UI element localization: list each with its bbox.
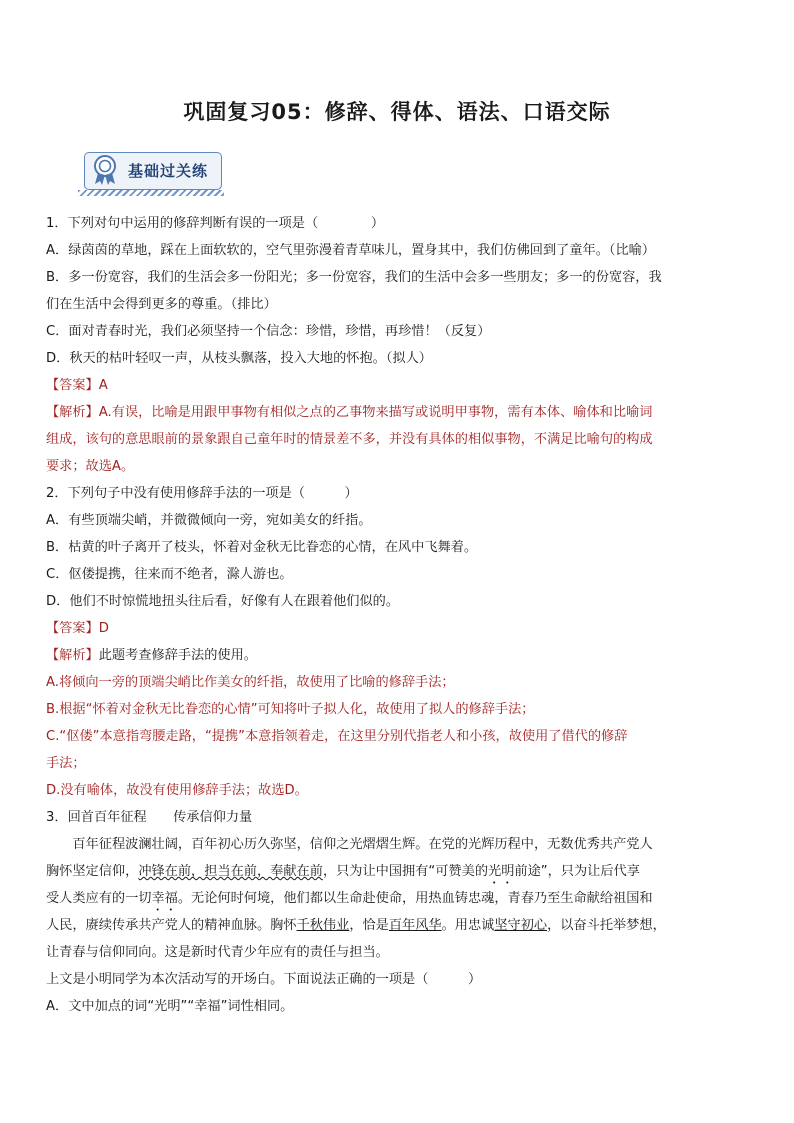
q2-analysis-c-line1: C.“伛偻”本意指弯腰走路，“提携”本意指领着走，在这里分别代指老人和小孩，故使用了借代的修辞 bbox=[46, 729, 628, 744]
q3-passage-line3 bbox=[46, 885, 746, 912]
passage-text: 受人类应有的一切 bbox=[46, 891, 152, 906]
q1-analysis-line2: 组成，该句的意思眼前的景象跟自己童年时的情景差不多，并没有具体的相似事物，不满足比喻句的构成 bbox=[46, 432, 653, 447]
q1-option-b-line2: 们在生活中会得到更多的尊重。（排比） bbox=[46, 297, 277, 312]
underlined-phrase: 坚守初心 bbox=[494, 918, 548, 933]
q1-option-a: A．绿茵茵的草地，踩在上面软软的，空气里弥漫着青草味儿，置身其中，我们仿佛回到了童年。（比喻） bbox=[46, 243, 656, 258]
q2-option-b: B．枯黄的叶子离开了枝头，怀着对金秋无比眷恋的心情，在风中飞舞着。 bbox=[46, 540, 478, 555]
q2-option-d: D．他们不时惊慌地扭头往后看，好像有人在跟着他们似的。 bbox=[46, 594, 400, 609]
dotted-word-xingfu: 幸福 bbox=[151, 891, 178, 906]
answer-value: A bbox=[98, 378, 108, 393]
analysis-text: A.有误，比喻是用跟甲事物有相似之点的乙事物来描写或说明甲事物，需有本体、喻体和比喻词 bbox=[98, 405, 653, 420]
section-badge bbox=[78, 148, 224, 192]
q1-answer bbox=[46, 372, 746, 399]
q2-stem: 2．下列句子中没有使用修辞手法的一项是（ ） bbox=[46, 486, 358, 501]
q2-analysis-b: B.根据“怀着对金秋无比眷恋的心情”可知将叶子拟人化，故使用了拟人的修辞手法； bbox=[46, 702, 535, 717]
analysis-tag: 【解析】 bbox=[46, 405, 99, 420]
passage-text: 前途”，只为让后代享 bbox=[514, 864, 640, 879]
q1-option-c: C．面对青春时光，我们必须坚持一个信念：珍惜，珍惜，再珍惜！（反复） bbox=[46, 324, 491, 339]
passage-text: ，只为让中国拥有“可赞美的 bbox=[322, 864, 489, 879]
badge-label: 基础过关练 bbox=[128, 162, 209, 180]
q2-analysis-a: A.将倾向一旁的顶端尖峭比作美女的纤指，故使用了比喻的修辞手法； bbox=[46, 675, 455, 690]
q1-option-b-line1: B．多一份宽容，我们的生活会多一份阳光；多一份宽容，我们的生活中会多一些朋友；多一的份宽容，我 bbox=[46, 270, 662, 285]
award-ribbon-icon bbox=[90, 154, 120, 186]
content bbox=[46, 210, 746, 1020]
q1-stem: 1．下列对句中运用的修辞判断有误的一项是（ ） bbox=[46, 216, 385, 231]
q2-analysis-intro bbox=[46, 642, 746, 669]
q1-option-d: D．秋天的枯叶轻叹一声，从枝头飘落，投入大地的怀抱。（拟人） bbox=[46, 351, 432, 366]
analysis-tag: 【解析】 bbox=[46, 648, 99, 663]
q3-stem: 3．回首百年征程 传承信仰力量 bbox=[46, 810, 253, 825]
passage-text: 人民，赓续传承共产党人的精神血脉。胸怀 bbox=[46, 918, 297, 933]
analysis-text: 此题考查修辞手法的使用。 bbox=[98, 648, 257, 663]
q3-question: 上文是小明同学为本次活动写的开场白。下面说法正确的一项是（ ） bbox=[46, 972, 482, 987]
q2-analysis-d: D.没有喻体，故没有使用修辞手法；故选D。 bbox=[46, 783, 308, 798]
dotted-word-guangming: 光明 bbox=[488, 864, 515, 879]
q3-option-a: A．文中加点的词“光明”“幸福”词性相同。 bbox=[46, 999, 294, 1014]
passage-text: ，恰是 bbox=[349, 918, 389, 933]
q3-passage-line2 bbox=[46, 858, 746, 885]
q2-analysis-c-line2: 手法； bbox=[46, 756, 86, 771]
q2-option-c: C．伛偻提携，往来而不绝者，滁人游也。 bbox=[46, 567, 293, 582]
underlined-phrase: 百年风华 bbox=[388, 918, 442, 933]
answer-tag: 【答案】 bbox=[46, 621, 99, 636]
q3-passage-line1: 百年征程波澜壮阔，百年初心历久弥坚，信仰之光熠熠生辉。在党的光辉历程中，无数优秀共产党人 bbox=[72, 837, 653, 852]
q1-analysis-line1 bbox=[46, 399, 746, 426]
q1-analysis-line3: 要求；故选A。 bbox=[46, 459, 135, 474]
q2-answer bbox=[46, 615, 746, 642]
underlined-phrase: 千秋伟业 bbox=[296, 918, 350, 933]
q3-passage-line5: 让青春与信仰同向。这是新时代青少年应有的责任与担当。 bbox=[46, 945, 389, 960]
badge-stripe bbox=[78, 190, 224, 196]
passage-text: ，以奋斗托举梦想， bbox=[547, 918, 666, 933]
passage-text: 。用忠诚 bbox=[441, 918, 495, 933]
page-title: 巩固复习05：修辞、得体、语法、口语交际 bbox=[183, 100, 611, 124]
passage-text: 。无论何时何境，他们都以生命赴使命，用热血铸忠魂，青春乃至生命献给祖国和 bbox=[177, 891, 653, 906]
q3-passage-line4 bbox=[46, 912, 746, 939]
q2-option-a: A．有些顶端尖峭，并微微倾向一旁，宛如美女的纤指。 bbox=[46, 513, 372, 528]
answer-tag: 【答案】 bbox=[46, 378, 99, 393]
wavy-underlined-phrase: 冲锋在前，担当在前，奉献在前 bbox=[138, 864, 323, 879]
passage-text: 胸怀坚定信仰， bbox=[46, 864, 139, 879]
answer-value: D bbox=[98, 621, 109, 636]
